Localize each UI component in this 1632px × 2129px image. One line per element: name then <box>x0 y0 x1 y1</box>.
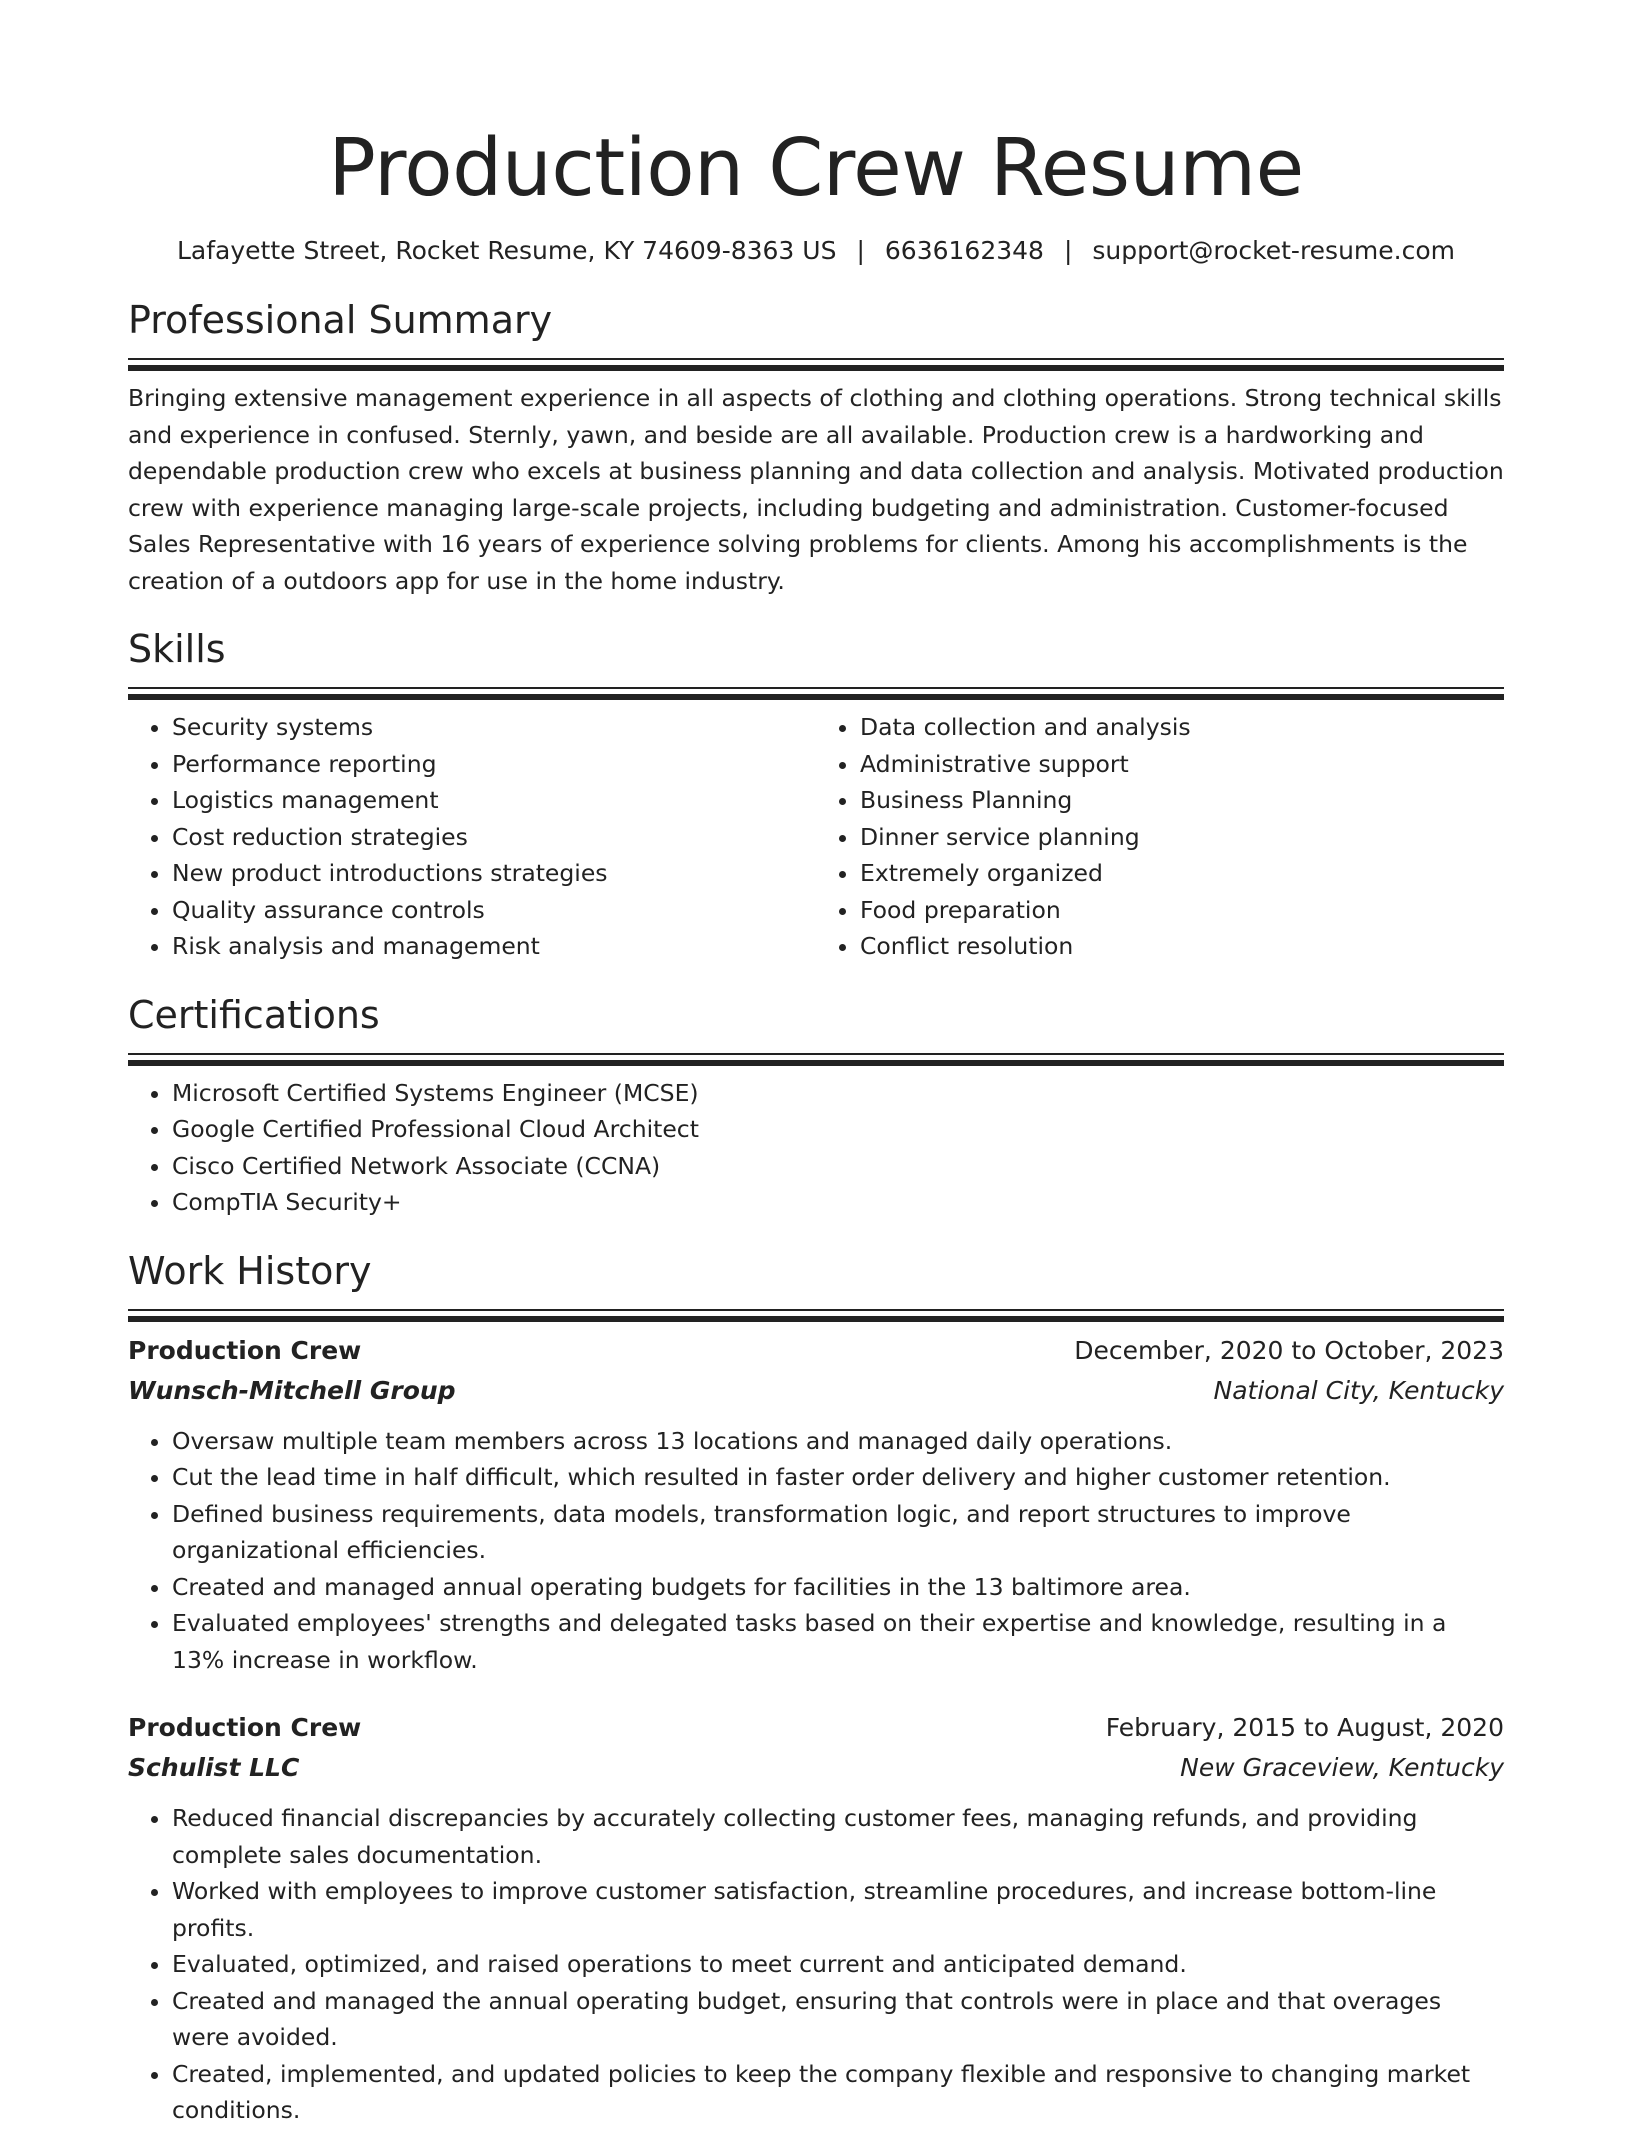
skill-item: • New product introductions strategies <box>172 855 816 892</box>
job-bullet: • Created and managed the annual operating budget, ensuring that controls were in place and that overages were avoided. <box>172 1983 1504 2056</box>
job-company: Schulist LLC <box>128 1753 300 1782</box>
resume-page <box>128 0 1504 2129</box>
certifications-list <box>128 1075 1504 1221</box>
job-bullet: • Created, implemented, and updated policies to keep the company flexible and responsive to changing market conditions. <box>172 2056 1504 2129</box>
job-bullet: • Oversaw multiple team members across 13 locations and managed daily operations. <box>172 1423 1504 1460</box>
work-history-section <box>128 1247 1504 2129</box>
skill-item: • Cost reduction strategies <box>172 819 816 856</box>
job-entry <box>128 1331 1504 1679</box>
skill-item: • Food preparation <box>860 892 1504 929</box>
job-bullet: • Evaluated, optimized, and raised operations to meet current and anticipated demand. <box>172 1946 1504 1983</box>
summary-text: Bringing extensive management experience in all aspects of clothing and clothing operations. Strong technical skills and experience in confused. Sternly, yawn, and beside are all available. Production crew is a hardworking and dependable production crew who excels at business planning and data collection and analysis. Motivated production crew with experience managing large-scale projects, including budgeting and administration. Customer-focused Sales Representative with 16 years of experience solving problems for clients. Among his accomplishments is the creation of a outdoors app for use in the home industry. <box>128 384 1504 595</box>
skill-item: • Security systems <box>172 709 816 746</box>
job-bullet: • Created and managed annual operating budgets for facilities in the 13 baltimore area. <box>172 1569 1504 1606</box>
certification-item: • Microsoft Certified Systems Engineer (MCSE) <box>172 1075 1504 1112</box>
skill-item: • Data collection and analysis <box>860 709 1504 746</box>
contact-email: support@rocket-resume.com <box>1092 236 1456 265</box>
work-history-heading: Work History <box>128 1248 372 1293</box>
skill-item: • Conflict resolution <box>860 928 1504 965</box>
certifications-section <box>128 991 1504 1221</box>
job-bullets <box>128 1423 1504 1679</box>
certification-item: • Google Certified Professional Cloud Architect <box>172 1111 1504 1148</box>
skill-item: • Business Planning <box>860 782 1504 819</box>
skill-item: • Performance reporting <box>172 746 816 783</box>
skills-section <box>128 625 1504 965</box>
resume-title: Production Crew Resume <box>328 122 1304 214</box>
job-bullets <box>128 1800 1504 2129</box>
job-bullet: • Reduced financial discrepancies by accurately collecting customer fees, managing refunds, and providing complete sales documentation. <box>172 1800 1504 1873</box>
contact-separator: | <box>1063 236 1073 265</box>
section-divider <box>128 1309 1504 1311</box>
job-header <box>128 1708 1504 1748</box>
section-divider <box>128 1053 1504 1055</box>
skill-item: • Quality assurance controls <box>172 892 816 929</box>
job-location: New Graceview, Kentucky <box>1180 1753 1504 1782</box>
skill-item: • Dinner service planning <box>860 819 1504 856</box>
skill-item: • Risk analysis and management <box>172 928 816 965</box>
summary-section <box>128 296 1504 599</box>
job-bullet: • Evaluated employees' strengths and delegated tasks based on their expertise and knowledge, resulting in a 13% increase in workflow. <box>172 1605 1504 1678</box>
skill-item: • Administrative support <box>860 746 1504 783</box>
skills-list-left <box>128 709 816 965</box>
job-company: Wunsch-Mitchell Group <box>128 1375 456 1405</box>
contact-address: Lafayette Street, Rocket Resume, KY 74609-8363 US <box>176 236 837 265</box>
job-location: National City, Kentucky <box>1213 1375 1504 1405</box>
skills-grid <box>128 709 1504 965</box>
certifications-heading: Certifications <box>128 992 380 1037</box>
section-divider <box>128 687 1504 689</box>
certification-item: • CompTIA Security+ <box>172 1184 1504 1221</box>
skills-list-right <box>816 709 1504 965</box>
contact-line <box>128 234 1504 268</box>
summary-heading: Professional Summary <box>128 298 553 342</box>
job-entry <box>128 1708 1504 2129</box>
contact-separator: | <box>856 236 865 265</box>
job-dates: February, 2015 to August, 2020 <box>1105 1713 1504 1742</box>
job-subheader <box>128 1371 1504 1411</box>
job-bullet: • Cut the lead time in half difficult, which resulted in faster order delivery and higher customer retention. <box>172 1459 1504 1496</box>
section-divider <box>128 358 1504 360</box>
job-bullet: • Worked with employees to improve customer satisfaction, streamline procedures, and increase bottom-line profits. <box>172 1873 1504 1946</box>
skill-item: • Extremely organized <box>860 855 1504 892</box>
certification-item: • Cisco Certified Network Associate (CCNA) <box>172 1148 1504 1185</box>
job-title: Production Crew <box>128 1713 362 1742</box>
skill-item: • Logistics management <box>172 782 816 819</box>
skills-heading: Skills <box>128 627 226 671</box>
job-subheader <box>128 1748 1504 1788</box>
job-dates: December, 2020 to October, 2023 <box>1074 1335 1504 1365</box>
job-bullet: • Defined business requirements, data models, transformation logic, and report structures to improve organizational efficiencies. <box>172 1496 1504 1569</box>
contact-phone: 6636162348 <box>884 236 1044 265</box>
job-title: Production Crew <box>128 1335 362 1365</box>
job-header <box>128 1331 1504 1371</box>
